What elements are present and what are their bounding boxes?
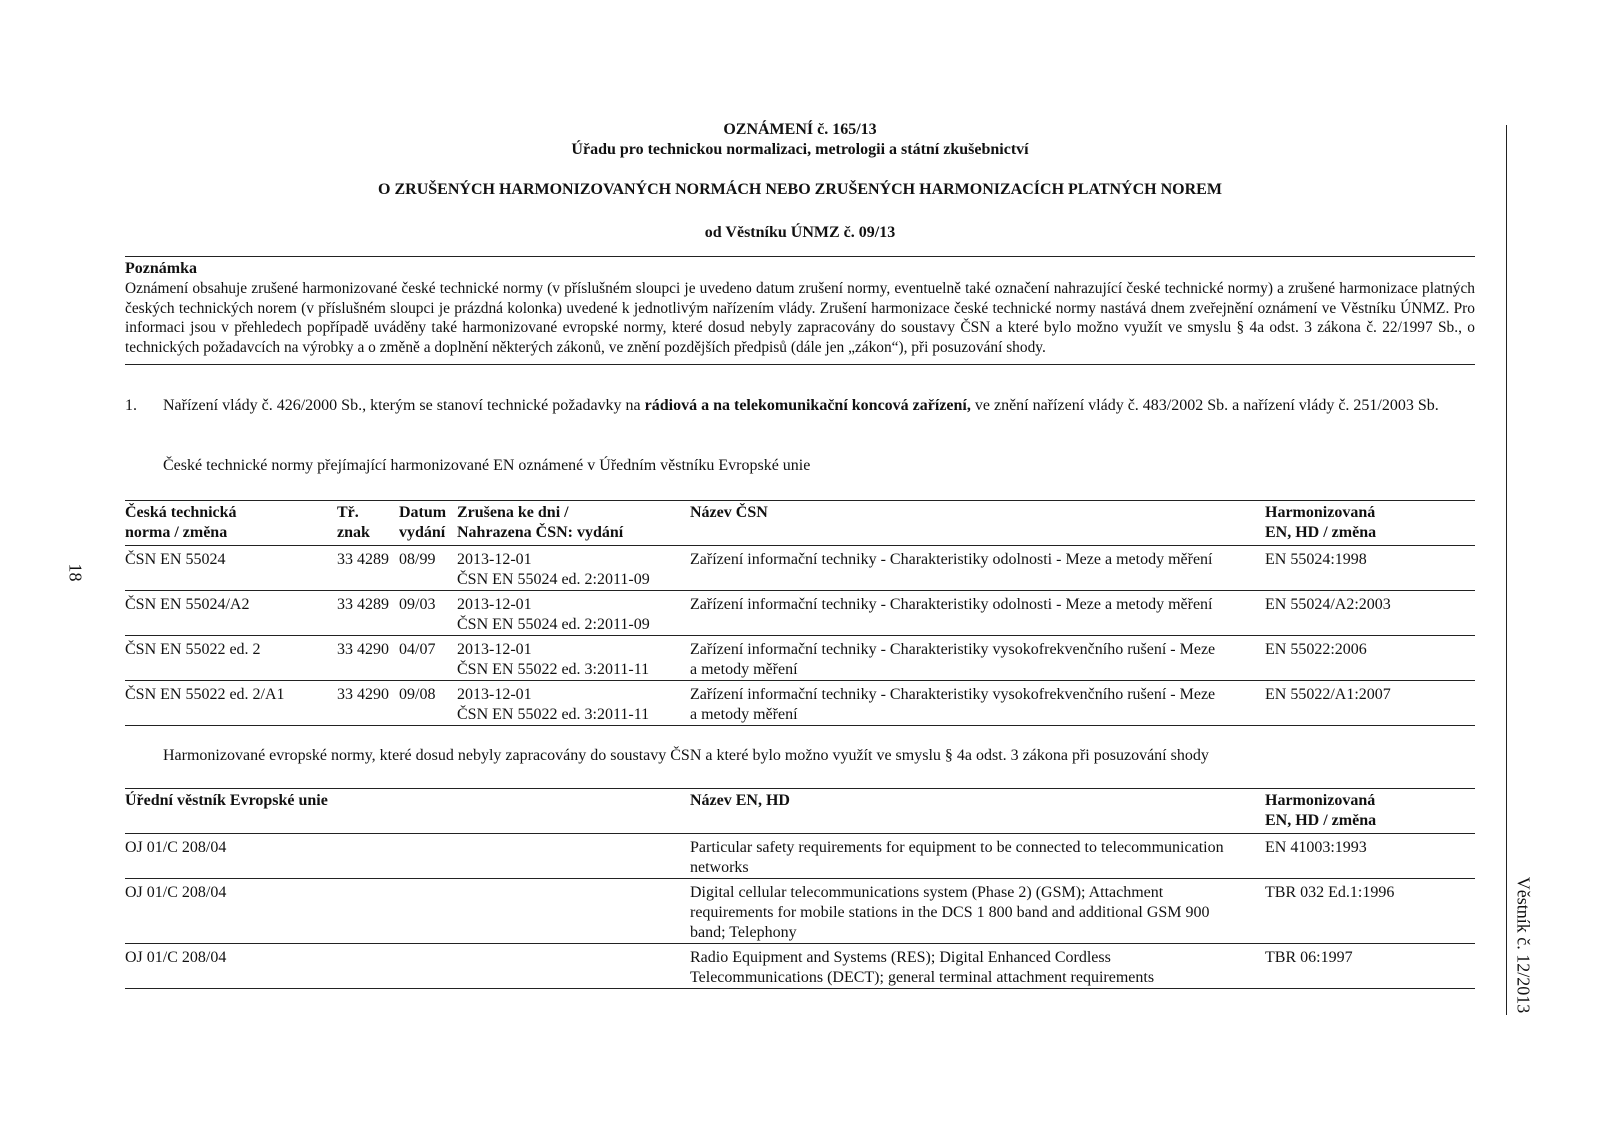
- row-oj: OJ 01/C 208/04: [125, 884, 227, 901]
- table2-header-en: Harmonizovaná EN, HD / změna: [1265, 792, 1377, 829]
- table2-caption: Harmonizované evropské normy, které dosud nebyly zapracovány do soustavy ČSN a které bylo možno využít ve smyslu § 4a odst. 3 zákona při posuzování shody: [163, 747, 1209, 764]
- row-divider: [125, 878, 1475, 879]
- table1-bottom-rule: [125, 725, 1475, 726]
- row-class: 33 4289: [337, 551, 389, 568]
- row-en: EN 55022:2006: [1265, 641, 1367, 658]
- item-text-end: ve znění nařízení vlády č. 483/2002 Sb. a nařízení vlády č. 251/2003 Sb.: [970, 397, 1439, 414]
- table1-header-norm: Česká technická norma / změna: [125, 504, 237, 541]
- row-title: Digital cellular telecommunications system (Phase 2) (GSM); Attachment requirements for mobile stations in the DCS 1 800 band and additional GSM 900 band; Telephony: [690, 884, 1210, 941]
- notice-subject: O ZRUŠENÝCH HARMONIZOVANÝCH NORMÁCH NEBO ZRUŠENÝCH HARMONIZACÍCH PLATNÝCH NOREM: [378, 181, 1222, 198]
- row-en: TBR 06:1997: [1265, 949, 1353, 966]
- row-oj: OJ 01/C 208/04: [125, 949, 227, 966]
- table2-top-rule: [125, 788, 1475, 789]
- row-norm: ČSN EN 55022 ed. 2/A1: [125, 686, 285, 703]
- row-en: EN 55024/A2:2003: [1265, 596, 1391, 613]
- row-title: Zařízení informační techniky - Charakteristiky vysokofrekvenčního rušení - Meze a metody měření: [690, 686, 1216, 723]
- row-class: 33 4290: [337, 686, 389, 703]
- row-en: EN 55022/A1:2007: [1265, 686, 1391, 703]
- table1-header-date: Datum vydání: [399, 504, 447, 541]
- row-cancelled: 2013-12-01 ČSN EN 55024 ed. 2:2011-09: [457, 596, 650, 633]
- table1-header-rule: [125, 545, 1475, 546]
- row-date: 08/99: [399, 551, 436, 568]
- row-date: 09/08: [399, 686, 436, 703]
- row-en: EN 41003:1993: [1265, 839, 1367, 856]
- row-norm: ČSN EN 55024: [125, 551, 226, 568]
- row-title: Particular safety requirements for equipment to be connected to telecommunication networks: [690, 839, 1224, 876]
- notice-title: OZNÁMENÍ č. 165/13: [723, 121, 877, 138]
- table1-header-en: Harmonizovaná EN, HD / změna: [1265, 504, 1377, 541]
- row-title: Zařízení informační techniky - Charakteristiky odolnosti - Meze a metody měření: [690, 551, 1213, 568]
- right-margin-rule: [1506, 125, 1507, 1015]
- row-date: 09/03: [399, 596, 436, 613]
- item-text-bold: rádiová a na telekomunikační koncová zařízení,: [644, 397, 971, 414]
- note-title: Poznámka: [125, 260, 197, 277]
- item-number: 1.: [125, 397, 137, 414]
- row-divider: [125, 590, 1475, 591]
- row-divider: [125, 635, 1475, 636]
- notice-since: od Věstníku ÚNMZ č. 09/13: [704, 224, 896, 241]
- row-title: Radio Equipment and Systems (RES); Digital Enhanced Cordless Telecommunications (DECT); general terminal attachment requirements: [690, 949, 1155, 986]
- row-norm: ČSN EN 55022 ed. 2: [125, 641, 261, 658]
- table1-top-rule: [125, 500, 1475, 501]
- table1-header-class: Tř. znak: [337, 504, 370, 541]
- row-en: TBR 032 Ed.1:1996: [1265, 884, 1395, 901]
- row-class: 33 4290: [337, 641, 389, 658]
- row-class: 33 4289: [337, 596, 389, 613]
- row-cancelled: 2013-12-01 ČSN EN 55024 ed. 2:2011-09: [457, 551, 650, 588]
- table2-header-oj: Úřední věstník Evropské unie: [125, 792, 328, 809]
- note-text: Oznámení obsahuje zrušené harmonizované české technické normy (v příslušném sloupci je uvedeno datum zrušení normy, eventuelně také označení nahrazující české technické normy) a zrušené harmonizace platných českých technických norem (v příslušném sloupci je prázdná kolonka) uvedené k jednotlivým nařízením vlády. Zrušení harmonizace české technické normy nastává dnem zveřejnění oznámení ve Věstníku ÚNMZ. Pro informaci jsou v přehledech popřípadě uváděny také harmonizované evropské normy, které dosud nebyly zapracovány do soustavy ČSN a které bylo možno využít ve smyslu § 4a odst. 3 zákona č. 22/1997 Sb., o technických požadavcích na výrobky a o změně a doplnění některých zákonů, ve znění pozdějších předpisů (dále jen „zákon“), při posuzování shody.: [125, 280, 1475, 357]
- table2-header-rule: [125, 833, 1475, 834]
- row-cancelled: 2013-12-01 ČSN EN 55022 ed. 3:2011-11: [457, 686, 650, 723]
- row-cancelled: 2013-12-01 ČSN EN 55022 ed. 3:2011-11: [457, 641, 650, 678]
- notice-issuer: Úřadu pro technickou normalizaci, metrologii a státní zkušebnictví: [571, 141, 1029, 158]
- item-text: [163, 396, 1475, 416]
- row-divider: [125, 943, 1475, 944]
- row-oj: OJ 01/C 208/04: [125, 839, 227, 856]
- table2-header-title: Název EN, HD: [690, 792, 790, 809]
- row-title: Zařízení informační techniky - Charakteristiky vysokofrekvenčního rušení - Meze a metody měření: [690, 641, 1216, 678]
- row-title: Zařízení informační techniky - Charakteristiky odolnosti - Meze a metody měření: [690, 596, 1213, 613]
- journal-label: Věstník č. 12/2013: [1513, 876, 1534, 1014]
- divider-top: [125, 256, 1475, 257]
- divider-note: [125, 364, 1475, 365]
- table1-caption: České technické normy přejímající harmonizované EN oznámené v Úředním věstníku Evropské unie: [163, 457, 811, 474]
- page-number: 18: [65, 563, 86, 582]
- row-divider: [125, 680, 1475, 681]
- row-norm: ČSN EN 55024/A2: [125, 596, 250, 613]
- table2-bottom-rule: [125, 988, 1475, 989]
- table1-header-title: Název ČSN: [690, 504, 768, 521]
- row-en: EN 55024:1998: [1265, 551, 1367, 568]
- row-date: 04/07: [399, 641, 436, 658]
- item-text-start: Nařízení vlády č. 426/2000 Sb., kterým se stanoví technické požadavky na: [163, 397, 645, 414]
- table1-header-cancelled: Zrušena ke dni / Nahrazena ČSN: vydání: [457, 504, 624, 541]
